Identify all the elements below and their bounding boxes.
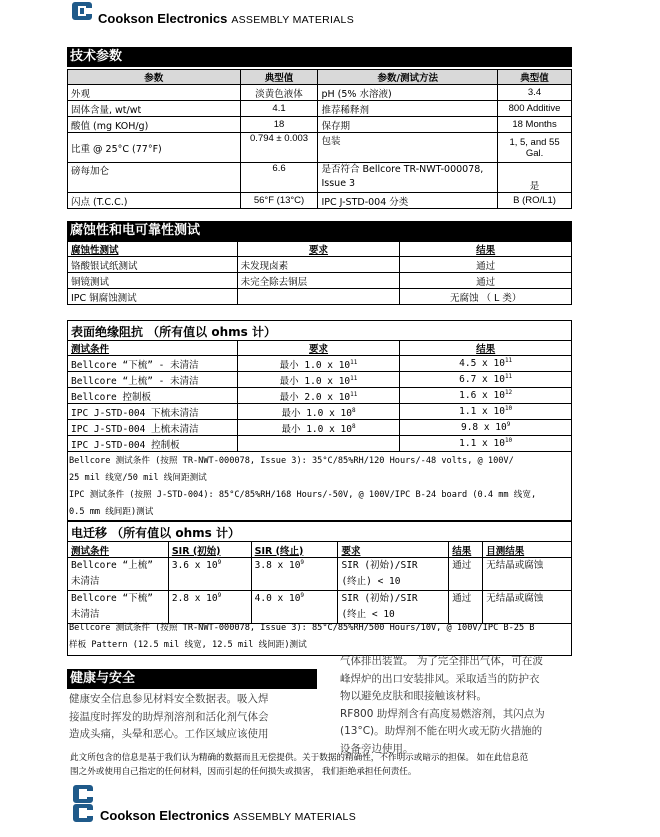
sir-section-title: 表面绝缘阻抗 （所有值以 ohms 计） bbox=[67, 320, 572, 340]
emi-visual-result: 无结晶或腐蚀 bbox=[483, 591, 572, 624]
emi-section-title: 电迁移 （所有值以 ohms 计） bbox=[67, 521, 572, 541]
param-value: 是 bbox=[498, 163, 572, 193]
health-right-text: 气体排出装置。 为了完全排出气体，可在波 峰焊炉的出口安装排风。采取适当的防护衣 物以避免皮肤和眼接触该材料。 RF800 助焊剂含有高度易燃溶剂，其闪点为 (13°C)。助焊剂不能在明火或无防火措施的 设备旁边使用。 bbox=[340, 655, 545, 755]
emi-condition: Bellcore “下梳” 未清洁 bbox=[68, 591, 169, 624]
sir-condition: Bellcore “下梳” - 未清洁 bbox=[68, 356, 238, 372]
test-name: 铬酸银试纸测试 bbox=[68, 257, 238, 273]
param-name: IPC J-STD-004 分类 bbox=[318, 193, 498, 209]
table-row bbox=[68, 356, 572, 372]
emi-requirement: SIR (初始)/SIR (终止) < 10 bbox=[338, 558, 449, 591]
emi-sir-end: 4.0 x $10^9$ bbox=[251, 591, 338, 624]
table-row bbox=[68, 193, 572, 209]
sir-requirement: 最小 1.0 x $10^{11}$ bbox=[237, 372, 400, 388]
param-value: 800 Additive bbox=[498, 101, 572, 117]
emi-result: 通过 bbox=[449, 558, 483, 591]
emi-header: SIR (初始) bbox=[168, 542, 251, 558]
emi-visual-result: 无结晶或腐蚀 bbox=[483, 558, 572, 591]
sir-requirement bbox=[237, 436, 400, 452]
table-row bbox=[68, 404, 572, 420]
corrosion-table bbox=[67, 241, 572, 305]
emi-sir-initial: 3.6 x $10^9$ bbox=[168, 558, 251, 591]
tech-header: 参数/测试方法 bbox=[318, 70, 498, 85]
emi-header: SIR (终止) bbox=[251, 542, 338, 558]
sir-result: 1.1 x $10^{10}$ bbox=[400, 436, 572, 452]
sir-requirement: 最小 1.0 x $10^8$ bbox=[237, 404, 400, 420]
brand-subtitle: ASSEMBLY MATERIALS bbox=[231, 14, 355, 26]
table-row bbox=[68, 558, 572, 591]
param-name: 比重 @ 25°C (77°F) bbox=[68, 133, 241, 163]
param-value: 4.1 bbox=[240, 101, 318, 117]
disclaimer: 此文所包含的信息是基于我们认为精确的数据而且无偿提供。关于数据的精确性，不作明示或暗示的担保。 如在此信息范 围之外或使用自己指定的任何材料，因而引起的任何损失或损害， 我们拒绝承担任何责任。 bbox=[70, 753, 529, 777]
sir-note-line: IPC 测试条件 (按照 J-STD-004): 85°C/85%RH/168 Hours/-50V, @ 100V/IPC B-24 board (0.4 mm 线宽, bbox=[69, 490, 537, 500]
result: 无腐蚀 （ L 类） bbox=[400, 289, 572, 305]
sir-requirement: 最小 2.0 x $10^{11}$ bbox=[237, 388, 400, 404]
table-row bbox=[68, 372, 572, 388]
table-row bbox=[68, 289, 572, 305]
requirement: 未完全除去铜层 bbox=[237, 273, 400, 289]
brand-name: Cookson Electronics bbox=[98, 11, 228, 26]
emi-header: 结果 bbox=[449, 542, 483, 558]
tech-section-title: 技术参数 bbox=[67, 47, 572, 67]
tech-params-table bbox=[67, 69, 572, 209]
param-name: 闪点 (T.C.C.) bbox=[68, 193, 241, 209]
param-value: 淡黄色液体 bbox=[240, 85, 318, 101]
corrosion-section-title: 腐蚀性和电可靠性测试 bbox=[67, 221, 572, 241]
corrosion-header: 结果 bbox=[400, 242, 572, 257]
corrosion-header: 要求 bbox=[237, 242, 400, 257]
header-logo bbox=[70, 0, 354, 26]
tech-header: 典型值 bbox=[240, 70, 318, 85]
sir-condition: IPC J-STD-004 上梳未清洁 bbox=[68, 420, 238, 436]
corrosion-header: 腐蚀性测试 bbox=[68, 242, 238, 257]
sir-note-line: 0.5 mm 线间距)测试 bbox=[69, 507, 154, 517]
emi-sir-initial: 2.8 x $10^9$ bbox=[168, 591, 251, 624]
param-name: 外观 bbox=[68, 85, 241, 101]
test-name: 铜镜测试 bbox=[68, 273, 238, 289]
table-row bbox=[68, 273, 572, 289]
table-row bbox=[68, 388, 572, 404]
brand-subtitle: ASSEMBLY MATERIALS bbox=[233, 811, 357, 823]
param-value: 56°F (13°C) bbox=[240, 193, 318, 209]
sir-condition: IPC J-STD-004 控制板 bbox=[68, 436, 238, 452]
table-row bbox=[68, 101, 572, 117]
requirement bbox=[237, 289, 400, 305]
table-row bbox=[68, 117, 572, 133]
param-value: 18 Months bbox=[498, 117, 572, 133]
param-name: 包装 bbox=[318, 133, 498, 163]
sir-result: 9.8 x $10^9$ bbox=[400, 420, 572, 436]
test-name: IPC 铜腐蚀测试 bbox=[68, 289, 238, 305]
param-name: 酸值 (mg KOH/g) bbox=[68, 117, 241, 133]
sir-condition: IPC J-STD-004 下梳未清洁 bbox=[68, 404, 238, 420]
result: 通过 bbox=[400, 257, 572, 273]
sir-result: 1.1 x $10^{10}$ bbox=[400, 404, 572, 420]
table-row bbox=[68, 591, 572, 624]
emi-note-line: Bellcore 测试条件 (按照 TR-NWT-000078, Issue 3): 85°C/85%RH/500 Hours/10V, @ 100V/IPC B-25 B bbox=[69, 623, 535, 633]
emi-header: 要求 bbox=[338, 542, 449, 558]
electromigration-table bbox=[67, 541, 572, 624]
brand-name: Cookson Electronics bbox=[100, 808, 230, 823]
table-row bbox=[68, 420, 572, 436]
emi-sir-end: 3.8 x $10^9$ bbox=[251, 558, 338, 591]
requirement: 未发现卤素 bbox=[237, 257, 400, 273]
param-name: 是否符合 Bellcore TR-NWT-000078, Issue 3 bbox=[318, 163, 498, 193]
param-name: 保存期 bbox=[318, 117, 498, 133]
param-value: 1, 5, and 55 Gal. bbox=[498, 133, 572, 163]
table-row bbox=[68, 257, 572, 273]
table-row bbox=[68, 436, 572, 452]
sir-note-line: Bellcore 测试条件 (按照 TR-NWT-000078, Issue 3): 35°C/85%RH/120 Hours/-48 volts, @ 100V/ bbox=[69, 456, 514, 466]
param-name: pH (5% 水溶液) bbox=[318, 85, 498, 101]
param-name: 磅每加仑 bbox=[68, 163, 241, 193]
sir-note-line: 25 mil 线宽/50 mil 线间距测试 bbox=[69, 473, 207, 483]
emi-condition: Bellcore “上梳” 未清洁 bbox=[68, 558, 169, 591]
param-value: 3.4 bbox=[498, 85, 572, 101]
sir-result: 6.7 x $10^{11}$ bbox=[400, 372, 572, 388]
sir-header: 测试条件 bbox=[68, 341, 238, 356]
param-value: 18 bbox=[240, 117, 318, 133]
emi-requirement: SIR (初始)/SIR (终止 < 10 bbox=[338, 591, 449, 624]
table-row bbox=[68, 163, 572, 193]
cookson-logo-icon bbox=[70, 783, 96, 823]
param-value: 0.794 ± 0.003 bbox=[240, 133, 318, 163]
sir-result: 1.6 x $10^{12}$ bbox=[400, 388, 572, 404]
sir-header: 结果 bbox=[400, 341, 572, 356]
cookson-logo-icon bbox=[70, 0, 94, 26]
emi-result: 通过 bbox=[449, 591, 483, 624]
param-name: 推荐稀释剂 bbox=[318, 101, 498, 117]
table-row bbox=[68, 85, 572, 101]
emi-header: 目测结果 bbox=[483, 542, 572, 558]
footer-logo bbox=[70, 783, 356, 823]
sir-requirement: 最小 1.0 x $10^{11}$ bbox=[237, 356, 400, 372]
param-value: 6.6 bbox=[240, 163, 318, 193]
sir-result: 4.5 x $10^{11}$ bbox=[400, 356, 572, 372]
health-section-title: 健康与安全 bbox=[67, 669, 317, 689]
sir-table bbox=[67, 340, 572, 452]
emi-header: 测试条件 bbox=[68, 542, 169, 558]
tech-header: 参数 bbox=[68, 70, 241, 85]
param-value: B (RO/L1) bbox=[498, 193, 572, 209]
health-left-text: 健康安全信息参见材料安全数据表。吸入焊 接温度时挥发的助焊剂溶剂和活化剂气体会 造成头痛，头晕和恶心。工作区域应该使用 bbox=[69, 693, 269, 740]
sir-header: 要求 bbox=[237, 341, 400, 356]
sir-condition: Bellcore “上梳” - 未清洁 bbox=[68, 372, 238, 388]
result: 通过 bbox=[400, 273, 572, 289]
tech-header: 典型值 bbox=[498, 70, 572, 85]
table-row bbox=[68, 133, 572, 163]
sir-requirement: 最小 1.0 x $10^8$ bbox=[237, 420, 400, 436]
sir-condition: Bellcore 控制板 bbox=[68, 388, 238, 404]
param-name: 固体含量, wt/wt bbox=[68, 101, 241, 117]
emi-note-line: 样板 Pattern (12.5 mil 线宽, 12.5 mil 线间距)测试 bbox=[69, 640, 307, 650]
